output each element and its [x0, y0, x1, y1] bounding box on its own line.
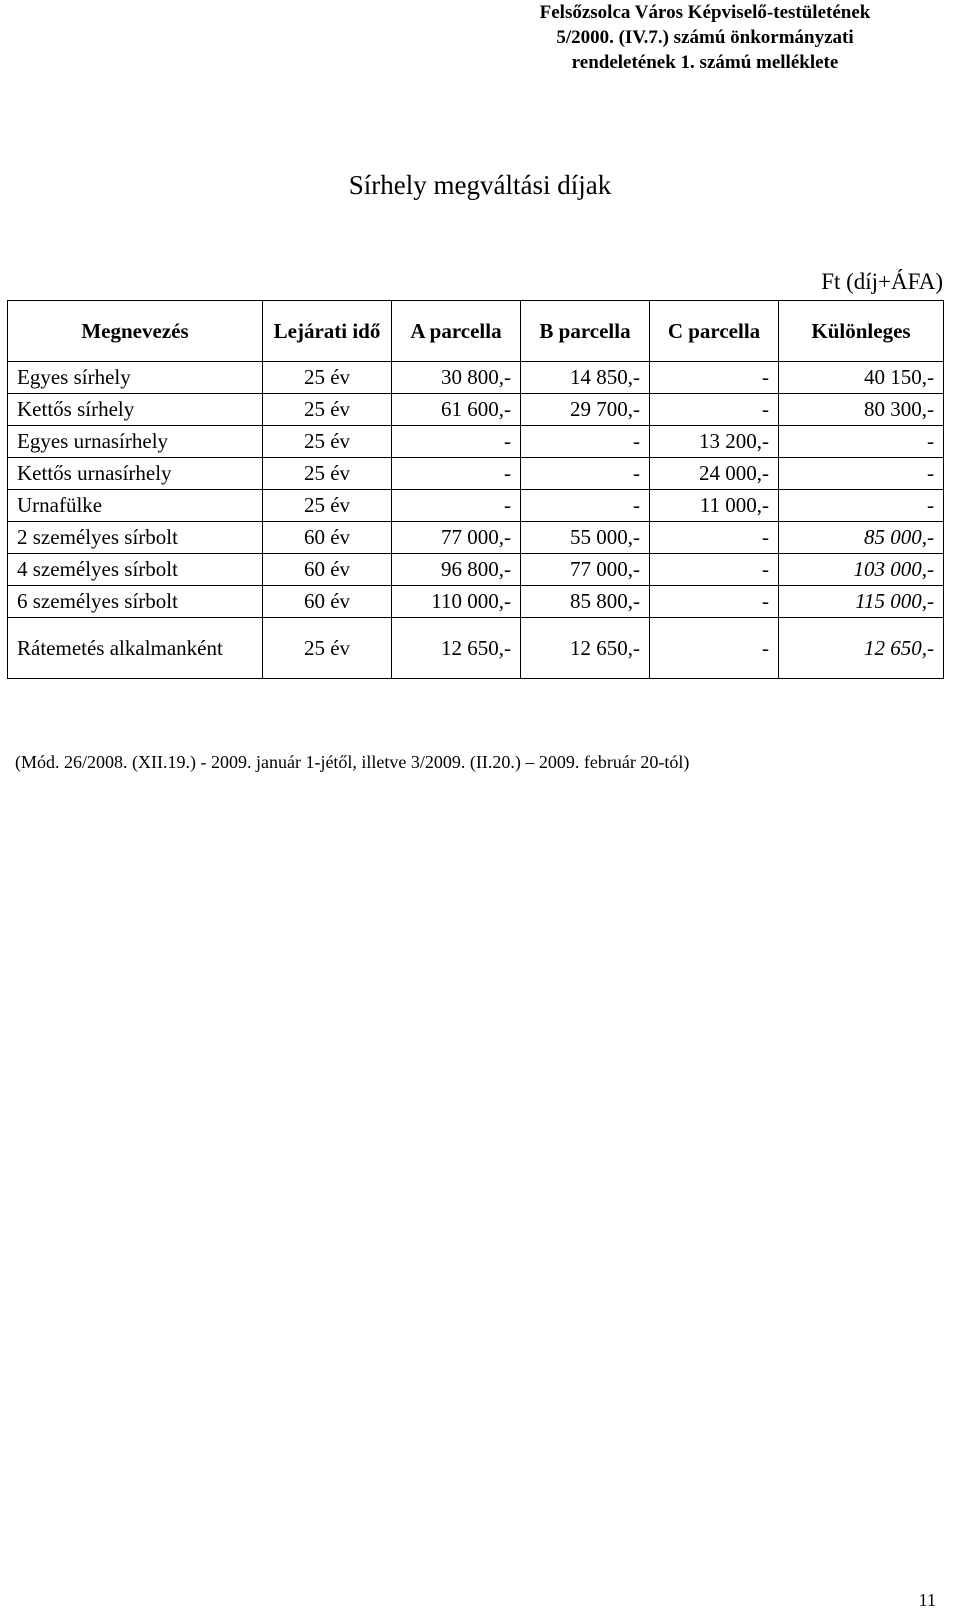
header-line-2: 5/2000. (IV.7.) számú önkormányzati	[556, 27, 854, 48]
table-row	[8, 362, 944, 394]
cell-b: -	[521, 490, 650, 522]
cell-expiry: 25 év	[263, 362, 392, 394]
cell-name: Egyes urnasírhely	[8, 426, 263, 458]
cell-b: 55 000,-	[521, 522, 650, 554]
cell-c: -	[650, 394, 779, 426]
cell-a: 77 000,-	[392, 522, 521, 554]
amendment-note: (Mód. 26/2008. (XII.19.) - 2009. január 1-jétől, illetve 3/2009. (II.20.) – 2009. február 20-tól)	[15, 752, 690, 772]
cell-b: 29 700,-	[521, 394, 650, 426]
cell-a: 96 800,-	[392, 554, 521, 586]
document-header	[480, 0, 930, 75]
cell-c: 11 000,-	[650, 490, 779, 522]
table-row	[8, 394, 944, 426]
table-row	[8, 554, 944, 586]
cell-c: 13 200,-	[650, 426, 779, 458]
unit-label: Ft (díj+ÁFA)	[821, 269, 943, 294]
table-row	[8, 522, 944, 554]
cell-a: 110 000,-	[392, 586, 521, 618]
table-row	[8, 586, 944, 618]
cell-name: 4 személyes sírbolt	[8, 554, 263, 586]
header-cell-expiry: Lejárati idő	[263, 301, 392, 362]
cell-expiry: 60 év	[263, 586, 392, 618]
cell-b: 12 650,-	[521, 618, 650, 679]
cell-special: -	[779, 490, 944, 522]
cell-expiry: 25 év	[263, 490, 392, 522]
cell-a: -	[392, 458, 521, 490]
cell-expiry: 25 év	[263, 426, 392, 458]
cell-expiry: 25 év	[263, 394, 392, 426]
cell-special: 40 150,-	[779, 362, 944, 394]
table-row	[8, 618, 944, 679]
cell-special: 80 300,-	[779, 394, 944, 426]
cell-a: -	[392, 426, 521, 458]
cell-b: -	[521, 426, 650, 458]
header-cell-a: A parcella	[392, 301, 521, 362]
page-number: 11	[918, 1590, 936, 1610]
cell-special: -	[779, 458, 944, 490]
cell-special: 12 650,-	[779, 618, 944, 679]
cell-b: -	[521, 458, 650, 490]
table-row	[8, 490, 944, 522]
header-cell-special: Különleges	[779, 301, 944, 362]
cell-expiry: 25 év	[263, 618, 392, 679]
header-cell-b: B parcella	[521, 301, 650, 362]
page-title: Sírhely megváltási díjak	[348, 170, 612, 200]
cell-special: 103 000,-	[779, 554, 944, 586]
cell-a: 61 600,-	[392, 394, 521, 426]
fee-table	[7, 300, 944, 679]
cell-b: 85 800,-	[521, 586, 650, 618]
cell-name: Rátemetés alkalmanként	[8, 618, 263, 679]
cell-c: -	[650, 618, 779, 679]
cell-name: Kettős sírhely	[8, 394, 263, 426]
cell-c: -	[650, 522, 779, 554]
cell-c: -	[650, 362, 779, 394]
cell-name: 6 személyes sírbolt	[8, 586, 263, 618]
cell-name: Kettős urnasírhely	[8, 458, 263, 490]
cell-b: 14 850,-	[521, 362, 650, 394]
cell-c: 24 000,-	[650, 458, 779, 490]
cell-name: 2 személyes sírbolt	[8, 522, 263, 554]
cell-a: 30 800,-	[392, 362, 521, 394]
table-row	[8, 426, 944, 458]
table-row	[8, 458, 944, 490]
cell-expiry: 60 év	[263, 522, 392, 554]
cell-a: -	[392, 490, 521, 522]
cell-expiry: 60 év	[263, 554, 392, 586]
cell-c: -	[650, 554, 779, 586]
cell-c: -	[650, 586, 779, 618]
header-cell-c: C parcella	[650, 301, 779, 362]
table-header-row	[8, 301, 944, 362]
cell-a: 12 650,-	[392, 618, 521, 679]
header-cell-name: Megnevezés	[8, 301, 263, 362]
cell-special: -	[779, 426, 944, 458]
cell-name: Urnafülke	[8, 490, 263, 522]
cell-b: 77 000,-	[521, 554, 650, 586]
header-line-3: rendeletének 1. számú melléklete	[571, 52, 839, 73]
cell-expiry: 25 év	[263, 458, 392, 490]
cell-name: Egyes sírhely	[8, 362, 263, 394]
header-line-1: Felsőzsolca Város Képviselő-testületének	[539, 2, 871, 23]
cell-special: 115 000,-	[779, 586, 944, 618]
cell-special: 85 000,-	[779, 522, 944, 554]
